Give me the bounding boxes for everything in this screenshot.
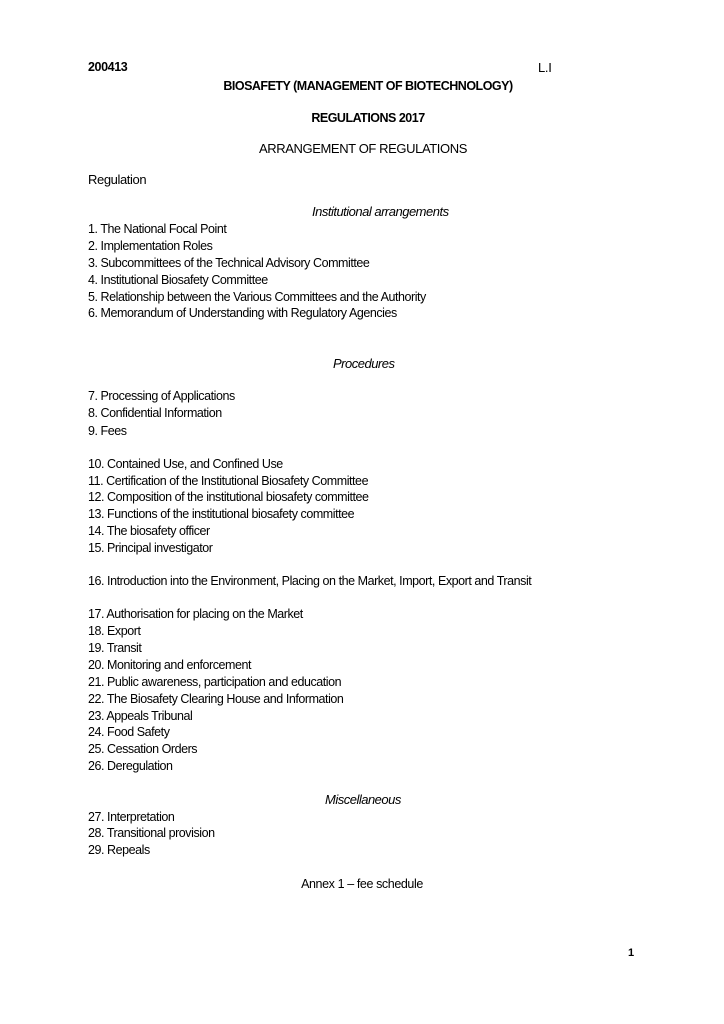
regulation-entry-5: 5. Relationship between the Various Committees and the Authority (88, 290, 426, 304)
section-heading-miscellaneous: Miscellaneous (325, 792, 401, 807)
regulation-entry-12: 12. Composition of the institutional biosafety committee (88, 490, 369, 504)
regulation-entry-7: 7. Processing of Applications (88, 389, 235, 403)
regulation-entry-26: 26. Deregulation (88, 759, 173, 773)
arrangement-heading: ARRANGEMENT OF REGULATIONS (259, 141, 467, 156)
regulation-entry-3: 3. Subcommittees of the Technical Advisory Committee (88, 256, 370, 270)
regulation-entry-20: 20. Monitoring and enforcement (88, 658, 251, 672)
legislative-instrument-label: L.I (538, 60, 552, 75)
regulation-entry-8: 8. Confidential Information (88, 406, 222, 420)
regulation-entry-4: 4. Institutional Biosafety Committee (88, 273, 268, 287)
document-title: BIOSAFETY (MANAGEMENT OF BIOTECHNOLOGY) (223, 79, 513, 93)
regulation-entry-6: 6. Memorandum of Understanding with Regulatory Agencies (88, 306, 397, 320)
regulation-entry-15: 15. Principal investigator (88, 541, 213, 555)
section-heading-institutional: Institutional arrangements (312, 204, 449, 219)
regulation-entry-17: 17. Authorisation for placing on the Market (88, 607, 303, 621)
regulation-entry-18: 18. Export (88, 624, 141, 638)
regulation-entry-11: 11. Certification of the Institutional Biosafety Committee (88, 474, 369, 488)
regulation-entry-1: 1. The National Focal Point (88, 222, 227, 236)
annex-line: Annex 1 – fee schedule (301, 877, 423, 891)
regulation-entry-29: 29. Repeals (88, 843, 150, 857)
regulation-entry-27: 27. Interpretation (88, 810, 175, 824)
regulation-entry-28: 28. Transitional provision (88, 826, 215, 840)
regulation-entry-9: 9. Fees (88, 424, 127, 438)
regulation-entry-22: 22. The Biosafety Clearing House and Information (88, 692, 344, 706)
regulation-entry-21: 21. Public awareness, participation and education (88, 675, 342, 689)
regulation-entry-2: 2. Implementation Roles (88, 239, 213, 253)
regulation-entry-14: 14. The biosafety officer (88, 524, 210, 538)
document-id: 200413 (88, 60, 128, 74)
page-number: 1 (628, 947, 635, 959)
regulation-entry-16: 16. Introduction into the Environment, Placing on the Market, Import, Export and Transit (88, 574, 532, 588)
section-heading-procedures: Procedures (333, 356, 395, 371)
regulation-entry-23: 23. Appeals Tribunal (88, 709, 193, 723)
regulation-entry-13: 13. Functions of the institutional biosafety committee (88, 507, 355, 521)
regulation-entry-10: 10. Contained Use, and Confined Use (88, 457, 283, 471)
document-subtitle: REGULATIONS 2017 (311, 111, 425, 125)
regulation-entry-19: 19. Transit (88, 641, 142, 655)
regulation-entry-24: 24. Food Safety (88, 725, 170, 739)
regulation-column-label: Regulation (88, 172, 147, 187)
regulation-entry-25: 25. Cessation Orders (88, 742, 198, 756)
